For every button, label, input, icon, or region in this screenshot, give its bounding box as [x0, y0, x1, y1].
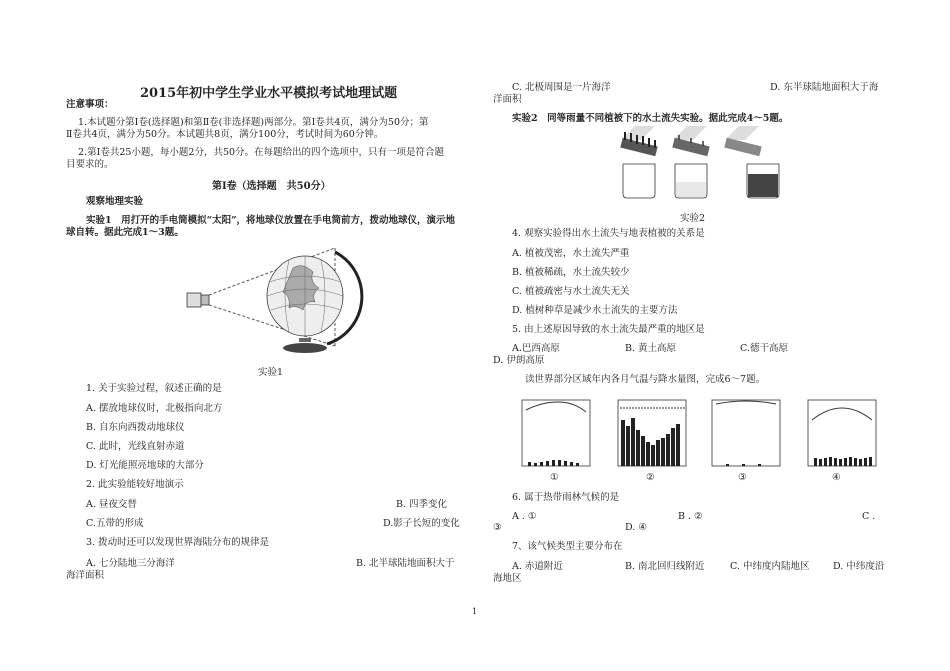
question-6: 6. 属于热带雨林气候的是: [512, 492, 620, 503]
questions-6-7-intro: 读世界部分区域年内各月气温与降水量图，完成6～7题。: [525, 374, 766, 385]
notice-heading: 注意事项：: [66, 99, 114, 110]
question-1-option-b: B. 自东向西拨动地球仪: [86, 422, 185, 433]
chart-label-1: ①: [550, 472, 559, 483]
experiment-1-caption: 实验1: [258, 367, 284, 378]
question-1: 1. 关于实验过程，叙述正确的是: [86, 383, 222, 394]
question-2: 2. 此实验能较好地演示: [86, 479, 184, 490]
climate-chart-3: [712, 400, 780, 466]
question-5: 5. 由上述原因导致的水土流失最严重的地区是: [512, 324, 705, 335]
question-3: 3. 拨动时还可以发现世界海陆分布的规律是: [86, 537, 270, 548]
question-3-option-d-line1: D. 东半球陆地面积大于海: [770, 82, 879, 93]
question-6-option-b: B . ②: [678, 511, 703, 522]
question-3-option-b-line2: 海洋面积: [66, 570, 105, 581]
question-5-option-a: A.巴西高原: [512, 343, 560, 354]
question-3-option-b-line1: B. 北半球陆地面积大于: [356, 558, 455, 569]
chart-label-4: ④: [832, 472, 841, 483]
notice-2-line2: 目要求的。: [66, 159, 114, 170]
exam-title: 2015年初中学生学业水平模拟考试地理试题: [140, 86, 398, 101]
section-heading: 观察地理实验: [86, 196, 144, 207]
question-3-option-a: A. 七分陆地三分海洋: [86, 558, 175, 569]
question-7-option-b: B. 南北回归线附近: [625, 561, 705, 572]
chart-label-3: ③: [738, 472, 747, 483]
question-7-option-a: A. 赤道附近: [512, 561, 563, 572]
question-4-option-d: D. 植树种草是减少水土流失的主要方法: [512, 305, 678, 316]
climate-chart-2: [618, 400, 686, 466]
question-6-option-c-cont: ③: [493, 522, 502, 533]
experiment-1-line1: 实验1 用打开的手电筒模拟“太阳”，将地球仪放置在手电筒前方，拨动地球仪，演示地: [86, 215, 456, 226]
question-7: 7、该气候类型主要分布在: [512, 541, 623, 552]
question-3-option-c: C. 北极周围是一片海洋: [512, 82, 611, 93]
question-4: 4. 观察实验得出水土流失与地表植被的关系是: [512, 228, 705, 239]
globe-flashlight-illustration: [185, 238, 365, 358]
climate-chart-1: [522, 400, 590, 466]
question-1-option-d: D. 灯光能照亮地球的大部分: [86, 460, 204, 471]
question-4-option-a: A. 植被茂密，水土流失严重: [512, 248, 630, 259]
question-2-option-c: C.五带的形成: [86, 518, 144, 529]
notice-1-line2: Ⅱ卷共4页，满分为50分。本试题共8页，满分100分，考试时间为60分钟。: [66, 129, 384, 140]
experiment-1-line2: 球自转。据此完成1～3题。: [66, 227, 184, 238]
question-4-option-c: C. 植被疏密与水土流失无关: [512, 286, 630, 297]
question-3-option-d-line2: 洋面积: [493, 94, 522, 105]
notice-2-line1: 2.第Ⅰ卷共25小题，每小题2分，共50分。在每题给出的四个选项中，只有一项是符合题: [78, 147, 445, 158]
question-2-option-a: A. 昼夜交替: [86, 499, 137, 510]
question-6-option-d: D. ④: [625, 522, 647, 533]
question-7-option-c: C. 中纬度内陆地区: [730, 561, 810, 572]
notice-1-line1: 1.本试题分第Ⅰ卷(选择题)和第Ⅱ卷(非选择题)两部分。第Ⅰ卷共4页，满分为50分；第: [78, 117, 429, 128]
climate-chart-4: [808, 400, 876, 466]
question-5-option-b: B. 黄土高原: [625, 343, 677, 354]
question-5-option-c: C.德干高原: [740, 343, 788, 354]
chart-label-2: ②: [646, 472, 655, 483]
question-7-option-d-line1: D. 中纬度沿: [833, 561, 885, 572]
question-6-option-c: C .: [862, 511, 876, 522]
page-number: 1: [472, 607, 478, 616]
question-5-option-d: D. 伊朗高原: [493, 355, 545, 366]
question-1-option-a: A. 摆放地球仪时，北极指向北方: [86, 403, 223, 414]
question-1-option-c: C. 此时，光线直射赤道: [86, 441, 185, 452]
experiment-2: 实验2 同等雨量不同植被下的水土流失实验。据此完成4～5题。: [512, 113, 789, 124]
experiment-2-caption: 实验2: [680, 213, 706, 224]
question-4-option-b: B. 植被稀疏，水土流失较少: [512, 267, 630, 278]
question-6-option-a: A . ①: [512, 511, 537, 522]
question-7-option-d-line2: 海地区: [493, 573, 522, 584]
question-2-option-d: D.影子长短的变化: [383, 518, 460, 529]
climate-charts: [512, 390, 892, 484]
soil-erosion-illustration: [615, 126, 795, 206]
part-title: 第Ⅰ卷（选择题 共50分）: [212, 181, 331, 192]
question-2-option-b: B. 四季变化: [396, 499, 448, 510]
